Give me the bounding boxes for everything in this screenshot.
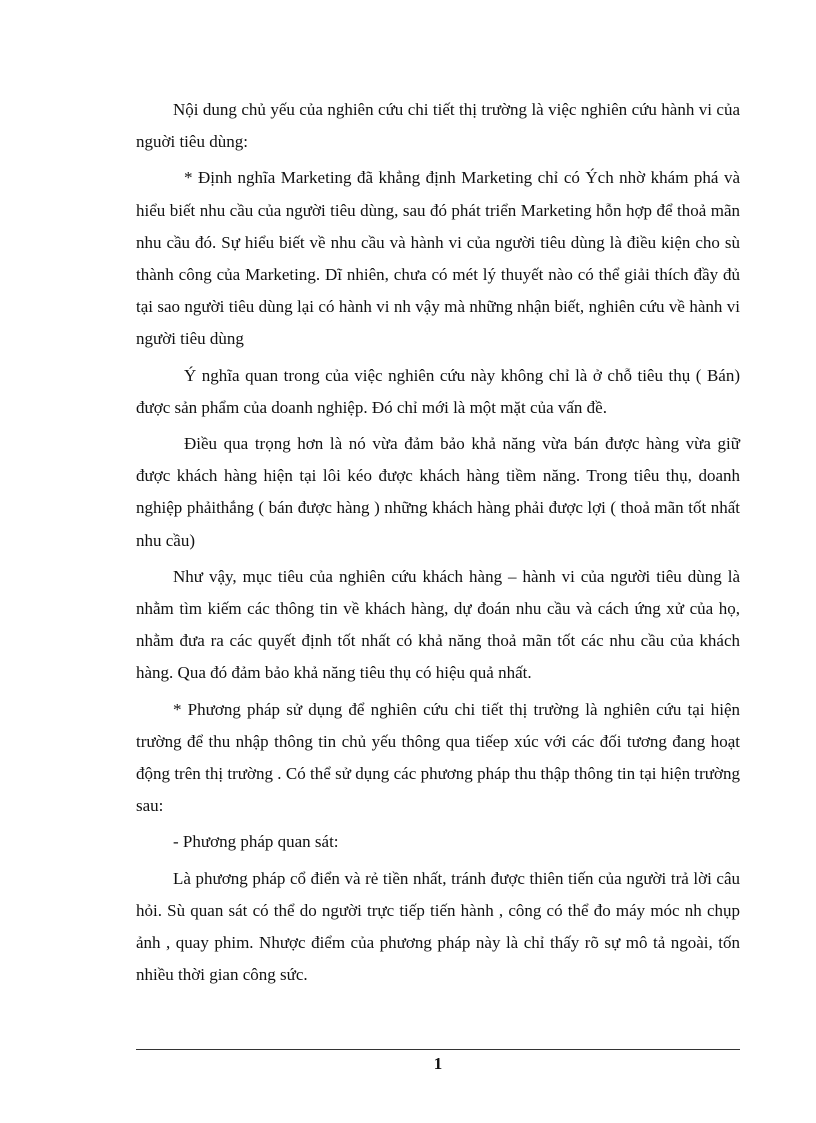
paragraph-observation: Là phương pháp cổ điển và rẻ tiền nhất, tránh được thiên tiến của người trả lời câu hỏi. Sù quan sát có thể do người trực tiếp tiến hành , công có thể đo máy móc nh chụp ảnh , quay phim. Nhược điểm của phương pháp này là chỉ thấy rõ sự mô tả ngoài, tốn nhiều thời gian công sức. bbox=[136, 868, 740, 985]
paragraph-method: * Phương pháp sử dụng để nghiên cứu chi tiết thị trường là nghiên cứu tại hiện trường để thu nhập thông tin chủ yếu thông qua tiếep xúc với các đối tương đang hoạt động trên thị trường . Có thể sử dụng các phương pháp thu thập thông tin tại hiện trường sau: bbox=[136, 699, 740, 816]
paragraph-objective: Như vậy, mục tiêu của nghiên cứu khách hàng – hành vi của người tiêu dùng là nhằm tìm kiếm các thông tin về khách hàng, dự đoán nhu cầu và cách ứng xử của họ, nhằm đưa ra các quyết định tốt nhất có khả năng thoả mãn tốt các nhu cầu của khách hàng. Qua đó đảm bảo khả năng tiêu thụ có hiệu quả nhất. bbox=[136, 566, 740, 683]
paragraph-meaning: Ý nghĩa quan trong của việc nghiên cứu này không chỉ là ở chỗ tiêu thụ ( Bán) được sản phẩm của doanh nghiệp. Đó chỉ mới là một mặt của vấn đề. bbox=[136, 365, 740, 417]
document-body bbox=[136, 94, 740, 995]
paragraph-observation-heading: - Phương pháp quan sát: bbox=[173, 832, 339, 852]
footer-divider bbox=[136, 1049, 740, 1050]
paragraph-importance: Điều qua trọng hơn là nó vừa đảm bảo khả năng vừa bán được hàng vừa giữ được khách hàng hiện tại lôi kéo được khách hàng tiềm năng. Trong tiêu thụ, doanh nghiệp phảithắng ( bán được hàng ) những khách hàng phải được lợi ( thoả mãn tốt nhất nhu cầu) bbox=[136, 434, 740, 550]
page-number: 1 bbox=[433, 1054, 443, 1073]
paragraph-intro: Nội dung chủ yếu của nghiên cứu chi tiết thị trường là việc nghiên cứu hành vi của nguời tiêu dùng: bbox=[136, 100, 740, 152]
paragraph-marketing-definition: * Định nghĩa Marketing đã khẳng định Marketing chỉ có Ých nhờ khám phá và hiểu biết nhu cầu của người tiêu dùng, sau đó phát triển Marketing hỗn hợp để thoả mãn nhu cầu đó. Sự hiểu biết về nhu cầu và hành vi của người tiêu dùng là điều kiện cho sù thành công của Marketing. Dĩ nhiên, chưa có mét lý thuyết nào có thể giải thích đầy đủ tại sao người tiêu dùng lại có hành vi nh vậy mà những nhận biết, nghiên cứu về hành vi người tiêu dùng bbox=[136, 168, 740, 349]
